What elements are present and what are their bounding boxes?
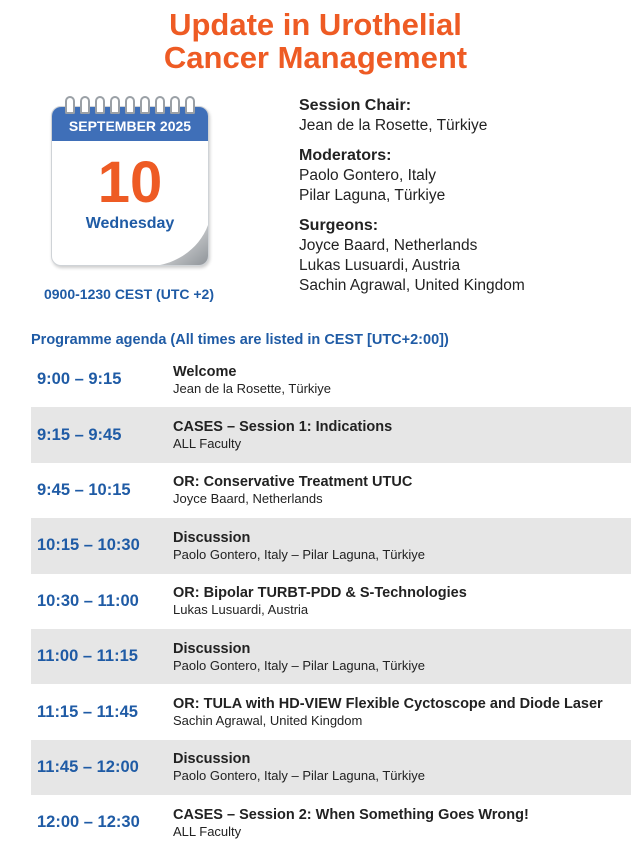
calendar-body xyxy=(51,106,209,266)
agenda-table xyxy=(31,352,631,851)
session-chair-name: Jean de la Rosette, Türkiye xyxy=(299,117,488,134)
agenda-time: 9:00 – 9:15 xyxy=(37,370,122,389)
calendar-weekday: Wednesday xyxy=(85,215,175,232)
agenda-item-title: Welcome xyxy=(173,363,237,380)
agenda-time: 10:15 – 10:30 xyxy=(37,536,140,555)
agenda-time: 11:00 – 11:15 xyxy=(37,647,138,666)
agenda-time: 9:45 – 10:15 xyxy=(37,480,131,499)
agenda-time: 10:30 – 11:00 xyxy=(37,591,139,610)
agenda-item-title: OR: TULA with HD-VIEW Flexible Cyctoscope and Diode Laser xyxy=(173,696,603,713)
ring-icon xyxy=(110,96,120,114)
title-line-2: Cancer Management xyxy=(163,40,468,75)
agenda-item-title: CASES – Session 2: When Something Goes Wrong! xyxy=(173,806,529,823)
ring-icon xyxy=(95,96,105,114)
moderator-name: Pilar Laguna, Türkiye xyxy=(299,187,446,204)
ring-icon xyxy=(185,96,195,114)
surgeons-label: Surgeons: xyxy=(299,217,379,234)
page-curl-icon xyxy=(160,225,208,265)
agenda-row xyxy=(31,684,631,739)
agenda-item-title: OR: Bipolar TURBT-PDD & S-Technologies xyxy=(173,585,467,602)
agenda-row xyxy=(31,629,631,684)
ring-icon xyxy=(140,96,150,114)
agenda-item-title: OR: Conservative Treatment UTUC xyxy=(173,474,413,491)
agenda-item-title: Discussion xyxy=(173,640,251,657)
agenda-item-faculty: Joyce Baard, Netherlands xyxy=(173,491,323,507)
agenda-row xyxy=(31,407,631,462)
ring-icon xyxy=(125,96,135,114)
agenda-item-faculty: Jean de la Rosette, Türkiye xyxy=(173,380,332,396)
calendar-icon xyxy=(51,96,207,268)
agenda-time: 11:45 – 12:00 xyxy=(37,757,139,776)
agenda-row xyxy=(31,352,631,407)
surgeon-name: Joyce Baard, Netherlands xyxy=(299,237,478,254)
agenda-row xyxy=(31,574,631,629)
agenda-time: 12:00 – 12:30 xyxy=(37,813,140,832)
calendar-rings xyxy=(65,96,195,118)
agenda-row xyxy=(31,463,631,518)
agenda-item-faculty: Paolo Gontero, Italy – Pilar Laguna, Türkiye xyxy=(173,657,425,673)
agenda-row xyxy=(31,518,631,573)
faculty-list xyxy=(299,96,619,296)
ring-icon xyxy=(170,96,180,114)
agenda-row xyxy=(31,795,631,850)
session-time-range: 0900-1230 CEST (UTC +2) xyxy=(43,286,215,302)
agenda-item-faculty: Paolo Gontero, Italy – Pilar Laguna, Türkiye xyxy=(173,768,425,784)
ring-icon xyxy=(155,96,165,114)
ring-icon xyxy=(65,96,75,114)
session-chair-label: Session Chair: xyxy=(299,97,412,114)
agenda-item-title: Discussion xyxy=(173,751,251,768)
agenda-row xyxy=(31,740,631,795)
moderator-name: Paolo Gontero, Italy xyxy=(299,167,436,184)
title-line-1: Update in Urothelial xyxy=(169,7,462,42)
agenda-time: 11:15 – 11:45 xyxy=(37,702,138,721)
agenda-item-faculty: Paolo Gontero, Italy – Pilar Laguna, Türkiye xyxy=(173,546,425,562)
calendar-month: SEPTEMBER 2025 xyxy=(52,107,208,141)
ring-icon xyxy=(80,96,90,114)
agenda-item-faculty: Sachin Agrawal, United Kingdom xyxy=(173,713,363,729)
surgeon-name: Sachin Agrawal, United Kingdom xyxy=(299,277,525,294)
agenda-item-title: CASES – Session 1: Indications xyxy=(173,419,393,436)
agenda-item-faculty: ALL Faculty xyxy=(173,436,242,452)
agenda-item-faculty: Lukas Lusuardi, Austria xyxy=(173,602,309,618)
agenda-time: 9:15 – 9:45 xyxy=(37,425,122,444)
page-title xyxy=(0,8,631,74)
moderators-label: Moderators: xyxy=(299,147,392,164)
calendar-day: 10 xyxy=(97,150,163,215)
surgeon-name: Lukas Lusuardi, Austria xyxy=(299,257,461,274)
agenda-item-faculty: ALL Faculty xyxy=(173,823,242,839)
agenda-item-title: Discussion xyxy=(173,529,251,546)
agenda-heading: Programme agenda (All times are listed in CEST [UTC+2:00]) xyxy=(31,332,449,348)
